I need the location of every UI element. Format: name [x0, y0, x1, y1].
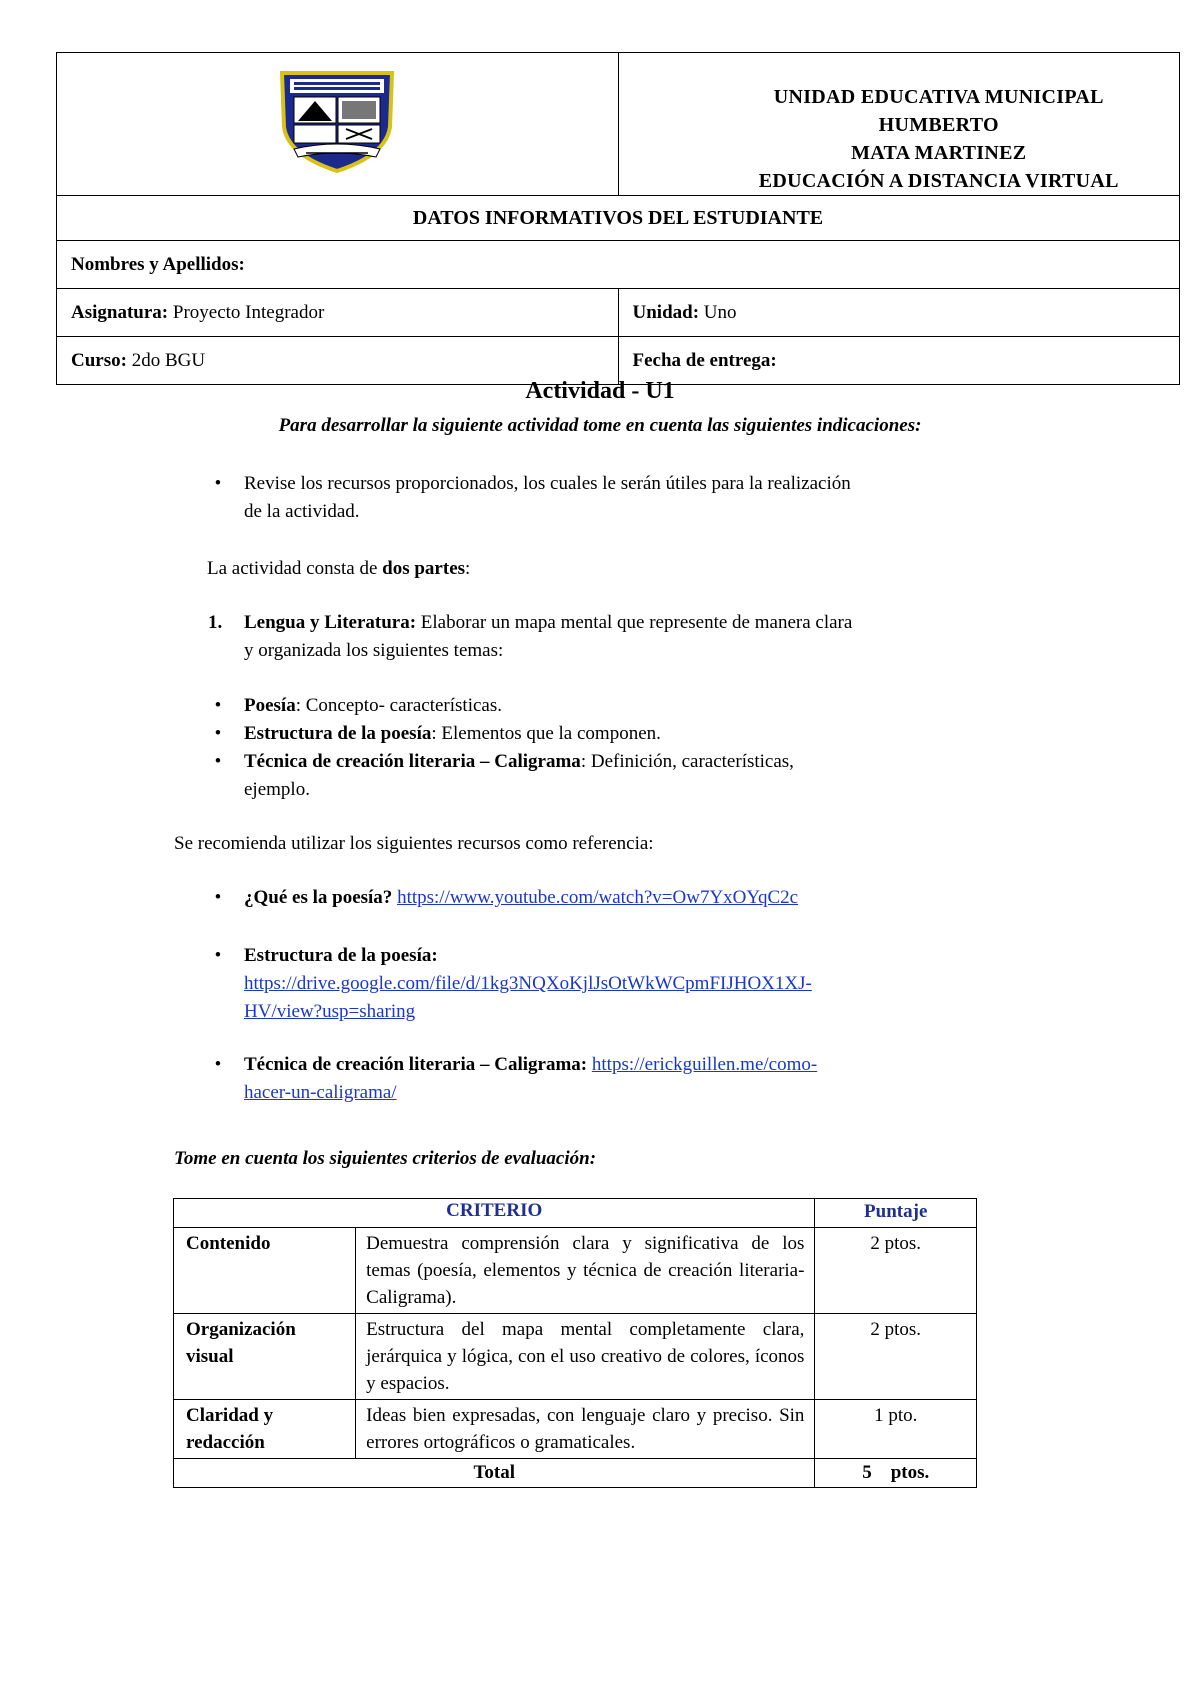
total-row: [174, 1459, 977, 1488]
subject-value: Proyecto Integrador: [172, 301, 325, 323]
review-line1: Revise los recursos proporcionados, los cuales le serán útiles para la realización: [244, 473, 851, 494]
topic-bold: Poesía: [244, 695, 296, 716]
score-cell: 1 pto.: [815, 1400, 977, 1459]
unit-label: Unidad:: [632, 301, 700, 323]
score-header: Puntaje: [815, 1199, 977, 1228]
criterion-name-line2: visual: [186, 1346, 234, 1367]
bullet-icon: •: [214, 887, 222, 908]
parts-prefix: La actividad consta de: [207, 558, 383, 579]
resources-intro: Se recomienda utilizar los siguientes recursos como referencia:: [174, 833, 654, 854]
topic-text: : Concepto- características.: [295, 695, 502, 716]
criterion-name: Claridad y: [186, 1405, 274, 1426]
bullet-icon: •: [214, 1054, 222, 1075]
school-name-line3: EDUCACIÓN A DISTANCIA VIRTUAL: [758, 170, 1119, 192]
topic-text: : Elementos que la componen.: [431, 723, 661, 744]
total-label: Total: [174, 1459, 815, 1488]
table-row: [174, 1314, 977, 1400]
parts-suffix: :: [465, 558, 471, 579]
table-row: [174, 1228, 977, 1314]
review-line2: de la actividad.: [244, 501, 360, 522]
total-value: 5: [862, 1462, 872, 1483]
school-name-line1: UNIDAD EDUCATIVA MUNICIPAL HUMBERTO: [773, 86, 1104, 136]
topic-text: : Definición, características,: [580, 751, 794, 772]
topic-text-line2: ejemplo.: [244, 779, 310, 800]
criterion-name-line2: redacción: [186, 1432, 265, 1453]
bullet-icon: •: [214, 473, 222, 494]
resource-link[interactable]: https://erickguillen.me/como-: [591, 1054, 818, 1075]
resource-link[interactable]: https://www.youtube.com/watch?v=Ow7YxOYqC2c: [397, 887, 799, 908]
school-name-line2: MATA MARTINEZ: [851, 142, 1027, 164]
description-cell: Estructura del mapa mental completamente clara, jerárquica y lógica, con el uso creativo de colores, íconos y espacios.: [356, 1314, 815, 1400]
table-row: [174, 1400, 977, 1459]
resource-link-continued[interactable]: hacer-un-caligrama/: [244, 1082, 397, 1103]
list-item: [214, 692, 1044, 720]
list-item: [214, 748, 1044, 804]
item-number: 1.: [208, 612, 223, 633]
topic-bold: Técnica de creación literaria – Caligrama: [244, 751, 581, 772]
bullet-icon: •: [214, 695, 222, 716]
resource-label: Estructura de la poesía:: [244, 945, 438, 966]
names-label: Nombres y Apellidos:: [71, 253, 245, 275]
course-label: Curso:: [71, 349, 127, 371]
resource-item-2: [214, 942, 1044, 1026]
resource-label: Técnica de creación literaria – Caligrama:: [244, 1054, 588, 1075]
criterion-name: Organización: [186, 1319, 296, 1340]
subject-label: Asignatura:: [71, 301, 169, 323]
criterion-cell: [174, 1314, 356, 1400]
criterion-cell: [174, 1400, 356, 1459]
section-title: DATOS INFORMATIVOS DEL ESTUDIANTE: [57, 196, 1180, 241]
topic-bold: Estructura de la poesía: [244, 723, 432, 744]
instructions-heading: Para desarrollar la siguiente actividad tome en cuenta las siguientes indicaciones:: [278, 415, 922, 436]
review-bullet: [214, 470, 1044, 526]
names-field: [57, 241, 1180, 289]
activity-title: Actividad - U1: [525, 378, 675, 404]
total-unit: ptos.: [890, 1462, 930, 1483]
resource-label: ¿Qué es la poesía?: [244, 887, 393, 908]
unit-field: [618, 289, 1180, 337]
resource-item-1: [214, 884, 1044, 912]
parts-bold: dos partes: [382, 558, 466, 579]
criterion-cell: [174, 1228, 356, 1314]
item1-bold: Lengua y Literatura:: [244, 612, 417, 633]
description-cell: Demuestra comprensión clara y significativa de los temas (poesía, elementos y técnica de creación literaria- Caligrama).: [356, 1228, 815, 1314]
criterion-header: CRITERIO: [174, 1199, 815, 1228]
topic-list: [214, 692, 1044, 804]
score-cell: 2 ptos.: [815, 1314, 977, 1400]
bullet-icon: •: [214, 945, 222, 966]
school-crest-icon: [276, 67, 398, 175]
description-cell: Ideas bien expresadas, con lenguaje claro y preciso. Sin errores ortográficos o gramaticales.: [356, 1400, 815, 1459]
bullet-icon: •: [214, 751, 222, 772]
logo-cell: [57, 53, 619, 196]
total-value-cell: [815, 1459, 977, 1488]
criterion-name: Contenido: [186, 1233, 271, 1254]
unit-value: Uno: [703, 301, 737, 323]
item1-text: Elaborar un mapa mental que represente de manera clara: [416, 612, 853, 633]
resource-link-continued[interactable]: HV/view?usp=sharing: [244, 1001, 416, 1022]
due-date-label: Fecha de entrega:: [632, 349, 777, 371]
item1-text-line2: y organizada los siguientes temas:: [244, 640, 504, 661]
numbered-item-1: [208, 609, 1044, 665]
parts-paragraph: [207, 555, 470, 583]
school-title-cell: [618, 53, 1180, 196]
list-item: [214, 720, 1044, 748]
resource-item-3: [214, 1051, 1044, 1107]
bullet-icon: •: [214, 723, 222, 744]
resource-link[interactable]: https://drive.google.com/file/d/1kg3NQXoKjlJsOtWkWCpmFIJHOX1XJ-: [244, 973, 812, 994]
header-table: [56, 52, 1180, 385]
criteria-table: [173, 1198, 977, 1488]
criteria-title: Tome en cuenta los siguientes criterios de evaluación:: [174, 1148, 597, 1169]
subject-field: [57, 289, 619, 337]
course-value: 2do BGU: [131, 349, 206, 371]
score-cell: 2 ptos.: [815, 1228, 977, 1314]
